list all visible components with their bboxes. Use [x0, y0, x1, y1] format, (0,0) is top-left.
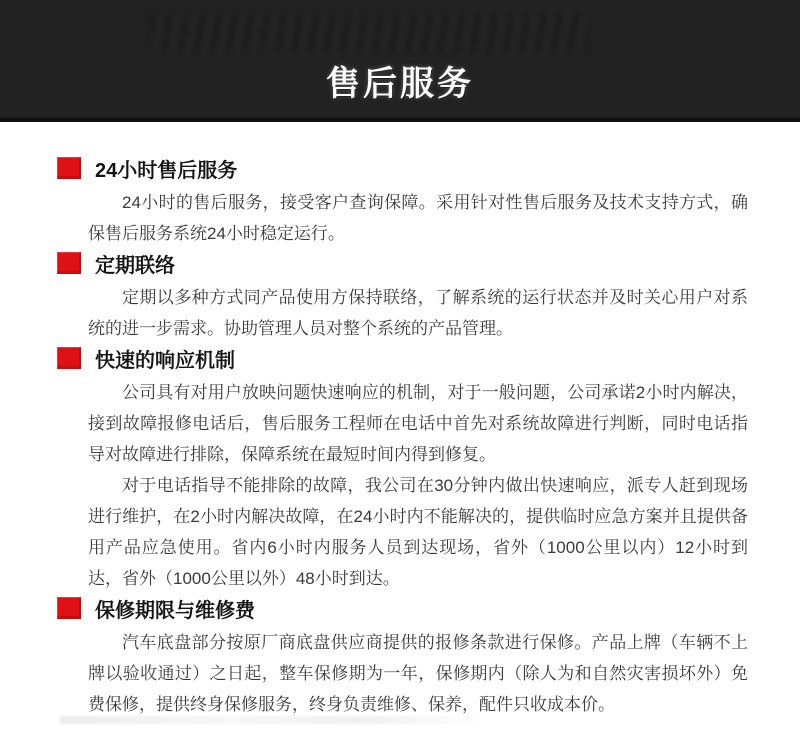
- section-title: 快速的响应机制: [95, 349, 235, 372]
- section-title: 24小时售后服务: [95, 159, 238, 182]
- section-paragraph: 定期以多种方式同产品使用方保持联络，了解系统的运行状态并及时关心用户对系统的进一步需求。协助管理人员对整个系统的产品管理。: [88, 288, 748, 338]
- banner: [0, 0, 800, 122]
- section-heading-row: [57, 156, 748, 180]
- section-heading-row: [57, 346, 748, 370]
- section-heading-row: [57, 251, 748, 275]
- section-title: 保修期限与维修费: [95, 599, 255, 622]
- page-title: 售后服务: [326, 65, 474, 103]
- service-section: [57, 346, 748, 594]
- section-paragraph: 对于电话指导不能排除的故障，我公司在30分钟内做出快速响应，派专人赶到现场进行维护，在2小时内解决故障，在24小时内不能解决的，提供临时应急方案并且提供备用产品应急使用。省内6小时内服务人员到达现场，省外（1000公里以内）12小时到达，省外（1000公里以外）48小时到达。: [88, 476, 748, 588]
- section-paragraph: 汽车底盘部分按原厂商底盘供应商提供的报修条款进行保修。产品上牌（车辆不上牌以验收通过）之日起，整车保修期为一年，保修期内（除人为和自然灾害损坏外）免费保修，提供终身保修服务，终身负责维修、保养，配件只收成本价。: [88, 633, 748, 714]
- red-square-bullet-icon: [57, 252, 81, 274]
- section-paragraph: 24小时的售后服务，接受客户查询保障。采用针对性售后服务及技术支持方式，确保售后服务系统24小时稳定运行。: [88, 193, 748, 243]
- red-square-bullet-icon: [57, 597, 81, 619]
- service-section: [57, 156, 748, 249]
- faint-footer-watermark: [60, 716, 490, 724]
- red-square-bullet-icon: [57, 347, 81, 369]
- red-square-bullet-icon: [57, 157, 81, 179]
- service-sections: [0, 122, 800, 720]
- section-paragraph: 公司具有对用户放映问题快速响应的机制，对于一般问题，公司承诺2小时内解决，接到故障报修电话后，售后服务工程师在电话中首先对系统故障进行判断，同时电话指导对故障进行排除，保障系统在最短时间内得到修复。: [88, 383, 748, 464]
- service-section: [57, 251, 748, 344]
- section-title: 定期联络: [95, 254, 175, 277]
- service-section: [57, 596, 748, 720]
- faint-watermark: [150, 14, 590, 54]
- section-heading-row: [57, 596, 748, 620]
